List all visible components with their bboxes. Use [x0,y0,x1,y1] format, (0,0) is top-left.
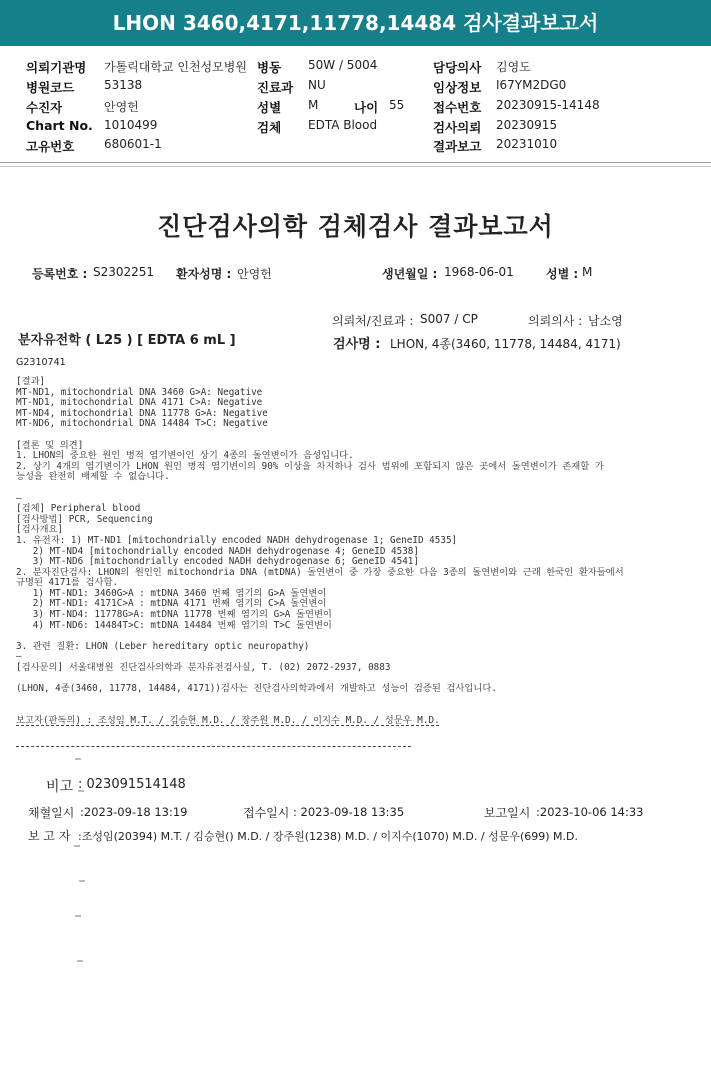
report-body-line: [검사문의] 서울대병원 진단검사의학과 분자유전검사실, T. (02) 2072-2937, 0883 [16,662,391,674]
divider-dash-1 [16,725,439,726]
patient-value: 안영헌 [237,267,272,281]
report-body-line [16,430,706,441]
report-title-bar [0,0,711,46]
doctor-value: 남소영 [588,314,623,328]
header-result-report: 결과보고 [433,139,482,154]
header-chart: Chart No. [26,118,93,133]
report-body-line: 2. 상기 4개의 염기변이가 LHON 원인 병적 염기변이의 90% 이상을 차지하나 검사 범위에 포함되지 않은 곳에서 돌연변이가 존재할 가 [16,460,604,472]
header-clinical: 임상정보 [433,80,482,95]
report-body-line: [검사개요] [16,524,64,536]
collect-value: :2023-09-18 13:19 [80,805,188,819]
reg-value: S2302251 [93,265,155,279]
dob-value: 1968-06-01 [444,265,514,279]
test-value: LHON, 4종(3460, 11778, 14484, 4171) [390,337,621,351]
report-main-title: 진단검사의학 검체검사 결과보고서 [157,212,554,241]
report-body-line: 3. 관련 질환: LHON (Leber hereditary optic neuropathy) [16,640,310,652]
report-body-line: 규명된 4171를 검사함. [16,577,119,589]
header-result-report-value: 20231010 [496,137,558,151]
header-receipt: 접수번호 [433,100,482,115]
report-body-line: — [16,651,22,663]
header-doctor: 담당의사 [433,60,482,75]
report-body-line: 1) MT-ND1: 3460G>A : mtDNA 3460 번째 염기의 G>A 돌연변이 [16,587,327,599]
reg-label: 등록번호 : [32,267,88,281]
report-body-line: MT-ND4, mitochondrial DNA 11778 G>A: Negative [16,407,268,419]
report-body-line: 2. 분자진단검사: LHON의 원인인 mitochondria DNA (mtDNA) 돌연변이 중 가장 중요한 다음 3종의 돌연변이와 근래 한국인 환자들에서 [16,566,624,578]
report-body-line: [검사방법] PCR, Sequencing [16,513,153,525]
header-ward-value: 50W / 5004 [308,58,378,72]
dept-value: S007 / CP [420,312,478,326]
header-dept-value: NU [308,78,326,92]
report-body-line: 3) MT-ND6 [mitochondrially encoded NADH dehydrogenase 6; GeneID 4541] [16,556,419,568]
header-org-value: 가톨릭대학교 인천성모병원 [104,60,247,74]
receive-label: 접수일시 [243,806,290,820]
header-unique-id-value: 680601-1 [104,137,162,151]
reporter-value: :조성임(20394) M.T. / 김승현() M.D. / 장주원(1238) M.D. / 이지수(1070) M.D. / 성문우(699) M.D. [78,830,578,843]
header-receipt-value: 20230915-14148 [496,98,600,112]
report-body-line: 1. LHON의 중요한 원인 병적 염기변이인 상기 4종의 돌연변이가 음성입니다. [16,450,354,462]
header-doctor-value: 김영도 [496,60,531,74]
header-patient: 수진자 [26,100,63,115]
report-body-line: [검체] Peripheral blood [16,503,141,515]
report-body-line: [결과] [16,376,46,387]
report-body-line: 4) MT-ND6: 14484T>C: mtDNA 14484 번째 염기의 T>C 돌연변이 [16,619,332,631]
header-chart-value: 1010499 [104,118,158,132]
divider-dash-2 [16,746,411,747]
header-specimen-value: EDTA Blood [308,118,378,132]
report-body-line [16,483,706,494]
header-divider-2 [0,166,711,167]
header-divider [0,162,711,163]
report-body-line: (LHON, 4종(3460, 11778, 14484, 4171))검사는 진단검사의학과에서 개발하고 성능이 검증된 검사입니다. [16,683,497,695]
header-clinical-value: I67YM2DG0 [496,78,567,92]
header-request: 검사의뢰 [433,120,482,135]
header-ward: 병동 [257,60,282,75]
note-label: 비고 [46,779,74,795]
header-sex-value: M [308,98,319,112]
reporter-label: 보 고 자 [28,829,71,843]
sex-value: M [582,265,593,279]
report-body-line: 능성을 완전히 배제할 수 없습니다. [16,471,170,483]
report-title: LHON 3460,4171,11778,14484 검사결과보고서 [112,11,599,35]
header-request-value: 20230915 [496,118,558,132]
section-title: 분자유전학 ( L25 ) [ EDTA 6 mL ] [18,333,236,348]
header-patient-value: 안영헌 [104,100,139,114]
report-body-line: [결론 및 의견] [16,439,84,451]
header-dept: 진료과 [257,80,294,95]
report-label: 보고일시 [484,806,531,820]
sex-label: 성별 : [546,267,579,281]
collect-label: 채혈일시 [28,806,75,820]
dept-label: 의뢰처/진료과 : [332,314,414,328]
specimen-id: G2310741 [16,357,66,368]
header-unique-id: 고유번호 [26,139,75,154]
report-body-line: — [16,492,22,504]
header-hospital-code-value: 53138 [104,78,143,92]
report-body-line: 2) MT-ND4 [mitochondrially encoded NADH dehydrogenase 4; GeneID 4538] [16,545,419,557]
report-body-line: 3) MT-ND4: 11778G>A: mtDNA 11778 번째 염기의 G>A 돌연변이 [16,609,332,621]
report-body-line: 보고자(판독의) : 조성임 M.T. / 김승현 M.D. / 장주원 M.D. / 이지수 M.D. / 성문우 M.D. [16,715,440,726]
header-hospital-code: 병원코드 [26,80,75,95]
dob-label: 생년월일 : [382,267,438,281]
report-body-line [16,695,706,706]
header-age: 나이 [354,100,379,115]
report-body-line: MT-ND6, mitochondrial DNA 14484 T>C: Negative [16,418,268,430]
receive-value: : 2023-09-18 13:35 [293,805,405,819]
test-label: 검사명 : [333,337,381,352]
report-body [16,377,706,727]
report-body-line: 2) MT-ND1: 4171C>A : mtDNA 4171 번째 염기의 C>A 돌연변이 [16,598,327,610]
header-specimen: 검체 [257,120,282,135]
report-body-line: 1. 유전자: 1) MT-ND1 [mitochondrially encoded NADH dehydrogenase 1; GeneID 4535] [16,534,458,546]
header-sex: 성별 [257,100,282,115]
doctor-label: 의뢰의사 : [528,314,583,328]
report-value: :2023-10-06 14:33 [536,805,644,819]
report-body-line: MT-ND1, mitochondrial DNA 4171 C>A: Negative [16,397,263,409]
note-value: : 023091514148 [78,777,186,792]
patient-label: 환자성명 : [176,267,232,281]
report-body-line: MT-ND1, mitochondrial DNA 3460 G>A: Negative [16,386,263,398]
header-age-value: 55 [389,98,405,112]
header-org: 의뢰기관명 [26,60,87,75]
